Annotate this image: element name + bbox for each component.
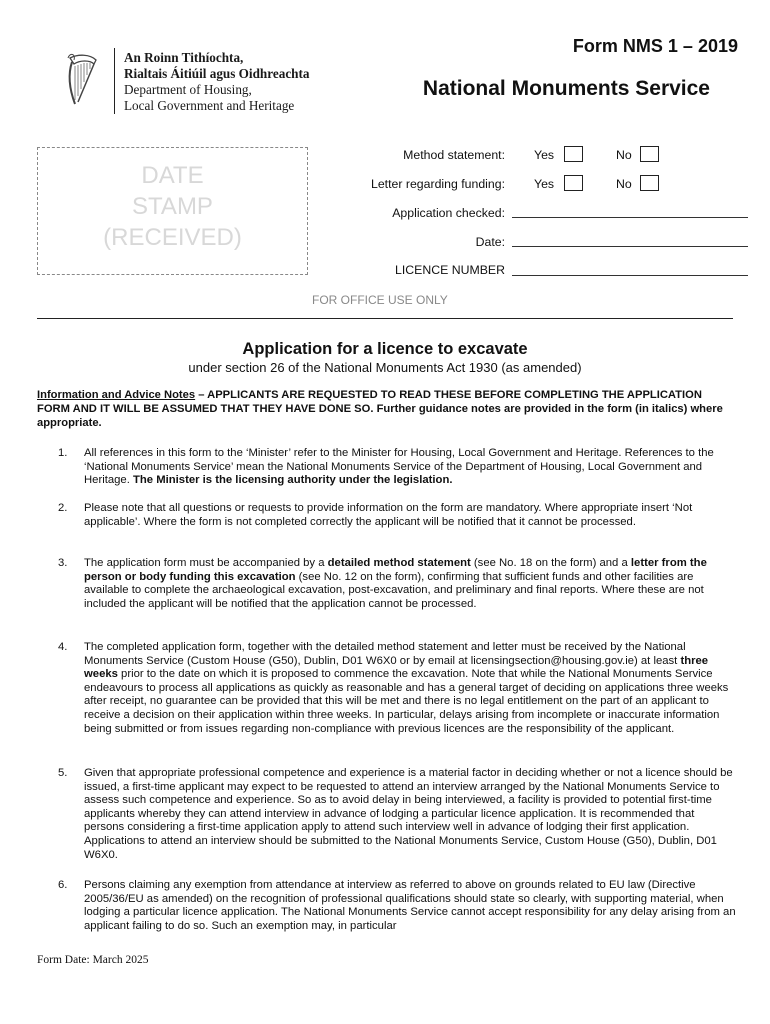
date-label: Date: <box>475 235 505 249</box>
harp-emblem-icon <box>64 52 102 110</box>
method-yes-checkbox[interactable] <box>564 146 583 162</box>
funding-no-label: No <box>616 177 632 191</box>
method-statement-label: Method statement: <box>403 148 505 162</box>
note-6-text: Persons claiming any exemption from attendance at interview as referred to above on grounds related to EU law (Directive 2005/36/EU as amended) on the recognition of professional qualifications should state so clearly, with supporting material, when lodging a particular licence application. The National Monuments Service cannot accept responsibility for any delay arising from an applicant failing to do so. Such an exemption may, in particular <box>84 879 736 932</box>
method-yes-label: Yes <box>534 148 555 162</box>
dept-line-irish-2: Rialtais Áitiúil agus Oidhreachta <box>124 66 310 81</box>
licence-number-label: LICENCE NUMBER <box>394 263 505 277</box>
licence-number-field[interactable] <box>512 275 748 276</box>
note-number: 1. <box>58 447 68 459</box>
method-no-label: No <box>616 148 632 162</box>
note-number: 6. <box>58 879 68 891</box>
funding-no-checkbox[interactable] <box>640 175 659 191</box>
funding-yes-checkbox[interactable] <box>564 175 583 191</box>
note-1-text: All references in this form to the ‘Minister’ refer to the Minister for Housing, Local Government and Heritage. References to the ‘National Monuments Service’ mean the National Monuments Service of the Department of Housing, Local Government and Heritage. The Minister is the licensing authority under the legislation. <box>84 447 714 487</box>
application-checked-label: Application checked: <box>392 206 505 220</box>
notes-intro <box>37 388 737 430</box>
notes-intro-text: – APPLICANTS ARE REQUESTED TO READ THESE BEFORE COMPLETING THE APPLICATION FORM AND IT WILL BE ASSUMED THAT THEY HAVE DONE SO. Further guidance notes are provided in the form (in italics) where appropriate. <box>37 389 723 429</box>
note-number: 3. <box>58 557 68 569</box>
note-number: 2. <box>58 502 68 514</box>
document-title: Application for a licence to excavate <box>242 340 528 358</box>
application-checked-field[interactable] <box>512 217 748 218</box>
funding-yes-label: Yes <box>534 177 555 191</box>
dept-line-irish-1: An Roinn Tithíochta, <box>124 50 244 65</box>
date-field[interactable] <box>512 246 748 247</box>
form-number: Form NMS 1 – 2019 <box>572 36 738 56</box>
note-2-text: Please note that all questions or requests to provide information on the form are mandatory. Where appropriate insert ‘Not applicable’. Where the form is not completed correctly the applicant will be notified that it cannot be processed. <box>84 502 693 528</box>
document-subtitle: under section 26 of the National Monuments Act 1930 (as amended) <box>188 360 582 375</box>
stamp-line-received: (RECEIVED) <box>103 224 242 251</box>
funding-letter-label: Letter regarding funding: <box>371 177 505 191</box>
agency-title: National Monuments Service <box>422 77 710 100</box>
dept-line-english-2: Local Government and Heritage <box>124 98 295 113</box>
notes-heading: Information and Advice Notes <box>37 389 196 401</box>
date-stamp-text <box>37 160 308 253</box>
note-4-text: The completed application form, together with the detailed method statement and letter must be received by the National Monuments Service (Custom House (G50), Dublin, D01 W6X0 or by email at licensingsection@housing.gov.ie) at least three weeks prior to the date on which it is proposed to commence the excavation. Note that while the National Monuments Service endeavours to process all applications as quickly as reasonable and has a general target of deciding on applications three weeks after receipt, no guarantee can be provided that this will be met and there is no legal entitlement on the part of an applicant to receive a decision on their application within three weeks. In particular, delays arising from incomplete or inaccurate information being submitted or from issues regarding non-compliance with previous licences are the responsibility of the applicant. <box>84 641 729 735</box>
stamp-line-stamp: STAMP <box>132 193 213 220</box>
note-3-text: The application form must be accompanied by a detailed method statement (see No. 18 on the form) and a letter from the person or body funding this excavation (see No. 12 on the form), confirming that sufficient funds and other facilities are available to complete the archaeological excavation, post-excavation, and preliminary and final reports. Where these are not included the applicant will be notified that the application cannot be processed. <box>84 557 707 610</box>
note-number: 5. <box>58 767 68 779</box>
section-divider <box>37 318 733 319</box>
dept-line-english-1: Department of Housing, <box>124 82 252 97</box>
note-5-text: Given that appropriate professional competence and experience is a material factor in deciding whether or not a licence should be issued, a first-time applicant may expect to be requested to attend an interview arranged by the National Monuments Service to assess such competence and experience. So as to avoid delay in being interviewed, a facility is provided to potential first-time applicants whereby they can attend interview in advance of lodging a particular licence application. It is recommended that persons considering a first-time application apply to attend such interview well in advance of lodging their first application. Applications to attend an interview should be submitted to the National Monuments Service, Custom House (G50), Dublin, D01 W6X0. <box>84 767 733 861</box>
form-date-footer: Form Date: March 2025 <box>37 954 149 966</box>
department-name <box>124 50 310 114</box>
method-no-checkbox[interactable] <box>640 146 659 162</box>
logo-divider <box>114 48 115 114</box>
office-use-only-caption: FOR OFFICE USE ONLY <box>312 293 448 307</box>
note-number: 4. <box>58 641 68 653</box>
stamp-line-date: DATE <box>141 162 204 189</box>
